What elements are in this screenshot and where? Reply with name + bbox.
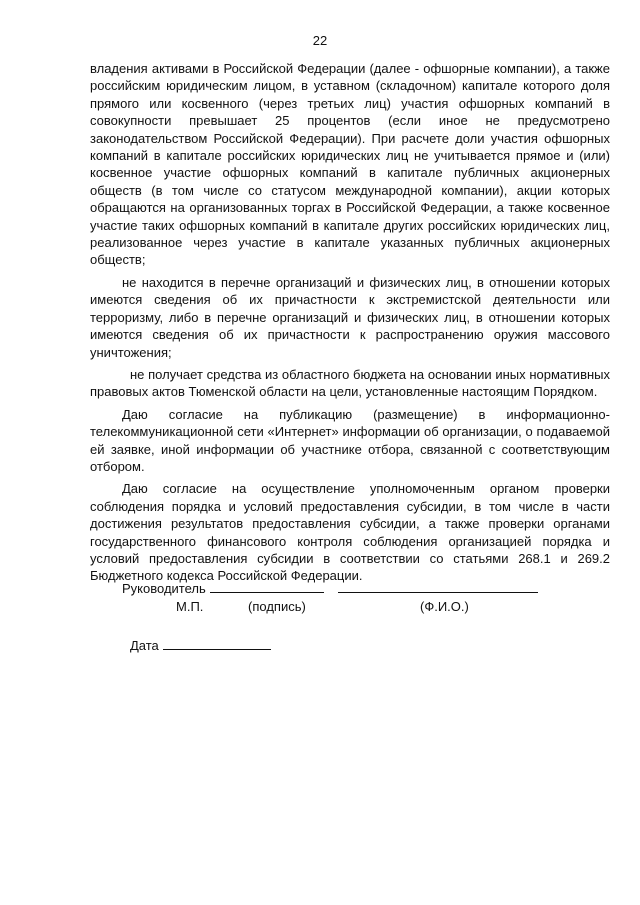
document-body xyxy=(90,60,610,590)
name-caption: (Ф.И.О.) xyxy=(420,599,469,614)
page-number: 22 xyxy=(312,33,328,48)
head-label: Руководитель xyxy=(122,581,206,596)
stamp-label: М.П. xyxy=(176,599,204,614)
date-label: Дата xyxy=(130,638,159,653)
name-line xyxy=(338,579,538,593)
date-row xyxy=(130,636,271,654)
paragraph-offshore: владения активами в Российской Федерации (далее - офшорные компании), а также российским юридическим лицом, в уставном (складочном) капитале которого доля прямого или косвенного (через третьих лиц) участия офшорных компаний в совокупности превышает 25 процентов (если иное не предусмотрено законодательством Российской Федерации). При расчете доли участия офшорных компаний в капитале российских юридических лиц не учитывается прямое и (или) косвенное участие офшорных компаний в капитале публичных акционерных обществ (в том числе со статусом международной компании), акции которых обращаются на организованных торгах в Российской Федерации, а также косвенное участие таких офшорных компаний в капитале других российских юридических лиц, реализованное через участие в капитале указанных публичных акционерных обществ; xyxy=(90,61,610,268)
paragraph-extremism-list: не находится в перечне организаций и физических лиц, в отношении которых имеются сведения об их причастности к экстремистской деятельности или терроризму, либо в перечне организаций и физических лиц, в отношении которых имеются сведения об их причастности к распространению оружия массового уничтожения; xyxy=(90,274,610,360)
date-line xyxy=(163,636,271,650)
signature-row xyxy=(122,579,538,597)
paragraph-publication-consent: Даю согласие на публикацию (размещение) в информационно-телекоммуникационной сети «Интернет» информации об организации, о подаваемой ей заявке, иной информации об участнике отбора, связанной с соответствующим отбором. xyxy=(90,406,610,474)
signature-line xyxy=(210,579,324,593)
signature-caption: (подпись) xyxy=(248,599,306,614)
paragraph-inspection-consent: Даю согласие на осуществление уполномоченным органом проверки соблюдения порядка и условий предоставления субсидии, в том числе в части достижения результатов предоставления субсидии, а также проверки органами государственного финансового контроля соблюдения организацией порядка и условий предоставления субсидии в соответствии со статьями 268.1 и 269.2 Бюджетного кодекса Российской Федерации. xyxy=(90,481,610,584)
paragraph-regional-budget: не получает средства из областного бюджета на основании иных нормативных правовых актов Тюменской области на цели, установленные настоящим Порядком. xyxy=(90,366,610,400)
